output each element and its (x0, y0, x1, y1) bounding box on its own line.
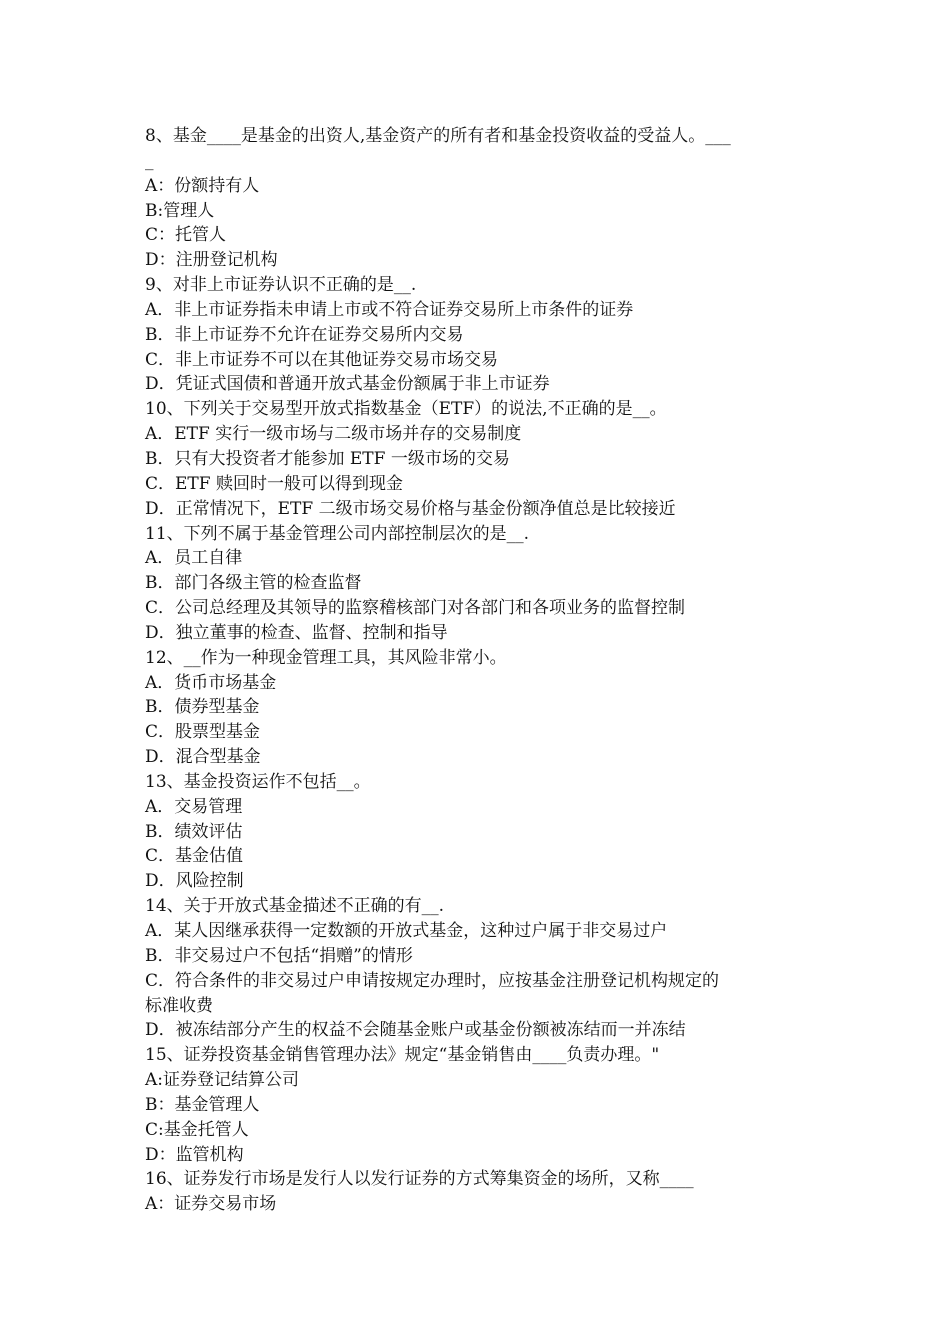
question-9-option-c: C．非上市证券不可以在其他证券交易市场交易 (145, 349, 499, 370)
question-13-option-a: A．交易管理 (145, 796, 243, 817)
question-13-option-b: B．绩效评估 (145, 821, 243, 842)
question-11-option-d: D．独立董事的检查、监督、控制和指导 (145, 622, 448, 643)
question-14-option-b: B．非交易过户不包括“捐赠”的情形 (145, 945, 413, 966)
question-12-option-c: C．股票型基金 (145, 722, 261, 743)
question-15-option-a: A:证券登记结算公司 (145, 1070, 300, 1091)
question-13-stem: 13、基金投资运作不包括__。 (145, 771, 371, 792)
question-15-option-c: C:基金托管人 (145, 1119, 249, 1140)
question-8-option-c: C：托管人 (145, 225, 227, 246)
question-12-stem: 12、__作为一种现金管理工具，其风险非常小。 (145, 647, 507, 668)
question-8-option-d: D：注册登记机构 (145, 250, 278, 271)
question-16-stem: 16、证券发行市场是发行人以发行证券的方式筹集资金的场所，又称____ (145, 1169, 694, 1190)
question-16-option-a: A：证券交易市场 (145, 1194, 277, 1215)
question-14-option-c-continued: 标准收费 (145, 995, 213, 1016)
question-13-option-c: C．基金估值 (145, 846, 244, 867)
question-10-stem: 10、下列关于交易型开放式指数基金（ETF）的说法,不正确的是__。 (145, 399, 667, 420)
question-9-option-a: A．非上市证券指未申请上市或不符合证券交易所上市条件的证券 (145, 299, 634, 320)
question-14-option-c: C．符合条件的非交易过户申请按规定办理时，应按基金注册登记机构规定的 (145, 970, 720, 991)
question-10-option-c: C．ETF 赎回时一般可以得到现金 (145, 473, 403, 494)
question-8-stem-continued: _ (145, 150, 154, 171)
question-10-option-b: B．只有大投资者才能参加 ETF 一级市场的交易 (145, 448, 510, 469)
question-15-option-b: B：基金管理人 (145, 1094, 260, 1115)
question-9-option-d: D．凭证式国债和普通开放式基金份额属于非上市证券 (145, 374, 550, 395)
question-11-stem: 11、下列不属于基金管理公司内部控制层次的是__. (145, 523, 530, 544)
question-14-option-a: A．某人因继承获得一定数额的开放式基金，这种过户属于非交易过户 (145, 921, 668, 941)
question-12-option-d: D．混合型基金 (145, 747, 261, 768)
question-14-option-d: D．被冻结部分产生的权益不会随基金账户或基金份额被冻结而一并冻结 (145, 1020, 686, 1041)
document-page (145, 124, 810, 1217)
question-15-option-d: D：监管机构 (145, 1144, 244, 1165)
question-10-option-a: A．ETF 实行一级市场与二级市场并存的交易制度 (145, 424, 522, 445)
question-10-option-d: D．正常情况下，ETF 二级市场交易价格与基金份额净值总是比较接近 (145, 498, 676, 519)
question-9-stem: 9、对非上市证券认识不正确的是__. (145, 275, 417, 296)
question-9-option-b: B．非上市证券不允许在证券交易所内交易 (145, 324, 464, 345)
question-11-option-c: C．公司总经理及其领导的监察稽核部门对各部门和各项业务的监督控制 (145, 598, 686, 619)
question-8-option-b: B:管理人 (145, 200, 215, 221)
question-12-option-a: A．货币市场基金 (145, 672, 277, 693)
question-11-option-a: A．员工自律 (145, 548, 243, 569)
question-13-option-d: D．风险控制 (145, 871, 244, 892)
question-8-stem: 8、基金____是基金的出资人,基金资产的所有者和基金投资收益的受益人。___ (145, 126, 731, 146)
question-14-stem: 14、关于开放式基金描述不正确的有__. (145, 896, 445, 917)
question-8-option-a: A：份额持有人 (145, 175, 260, 196)
question-12-option-b: B．债券型基金 (145, 697, 260, 718)
question-11-option-b: B．部门各级主管的检查监督 (145, 573, 362, 594)
question-15-stem: 15、证券投资基金销售管理办法》规定“基金销售由____负责办理。" (145, 1045, 660, 1066)
